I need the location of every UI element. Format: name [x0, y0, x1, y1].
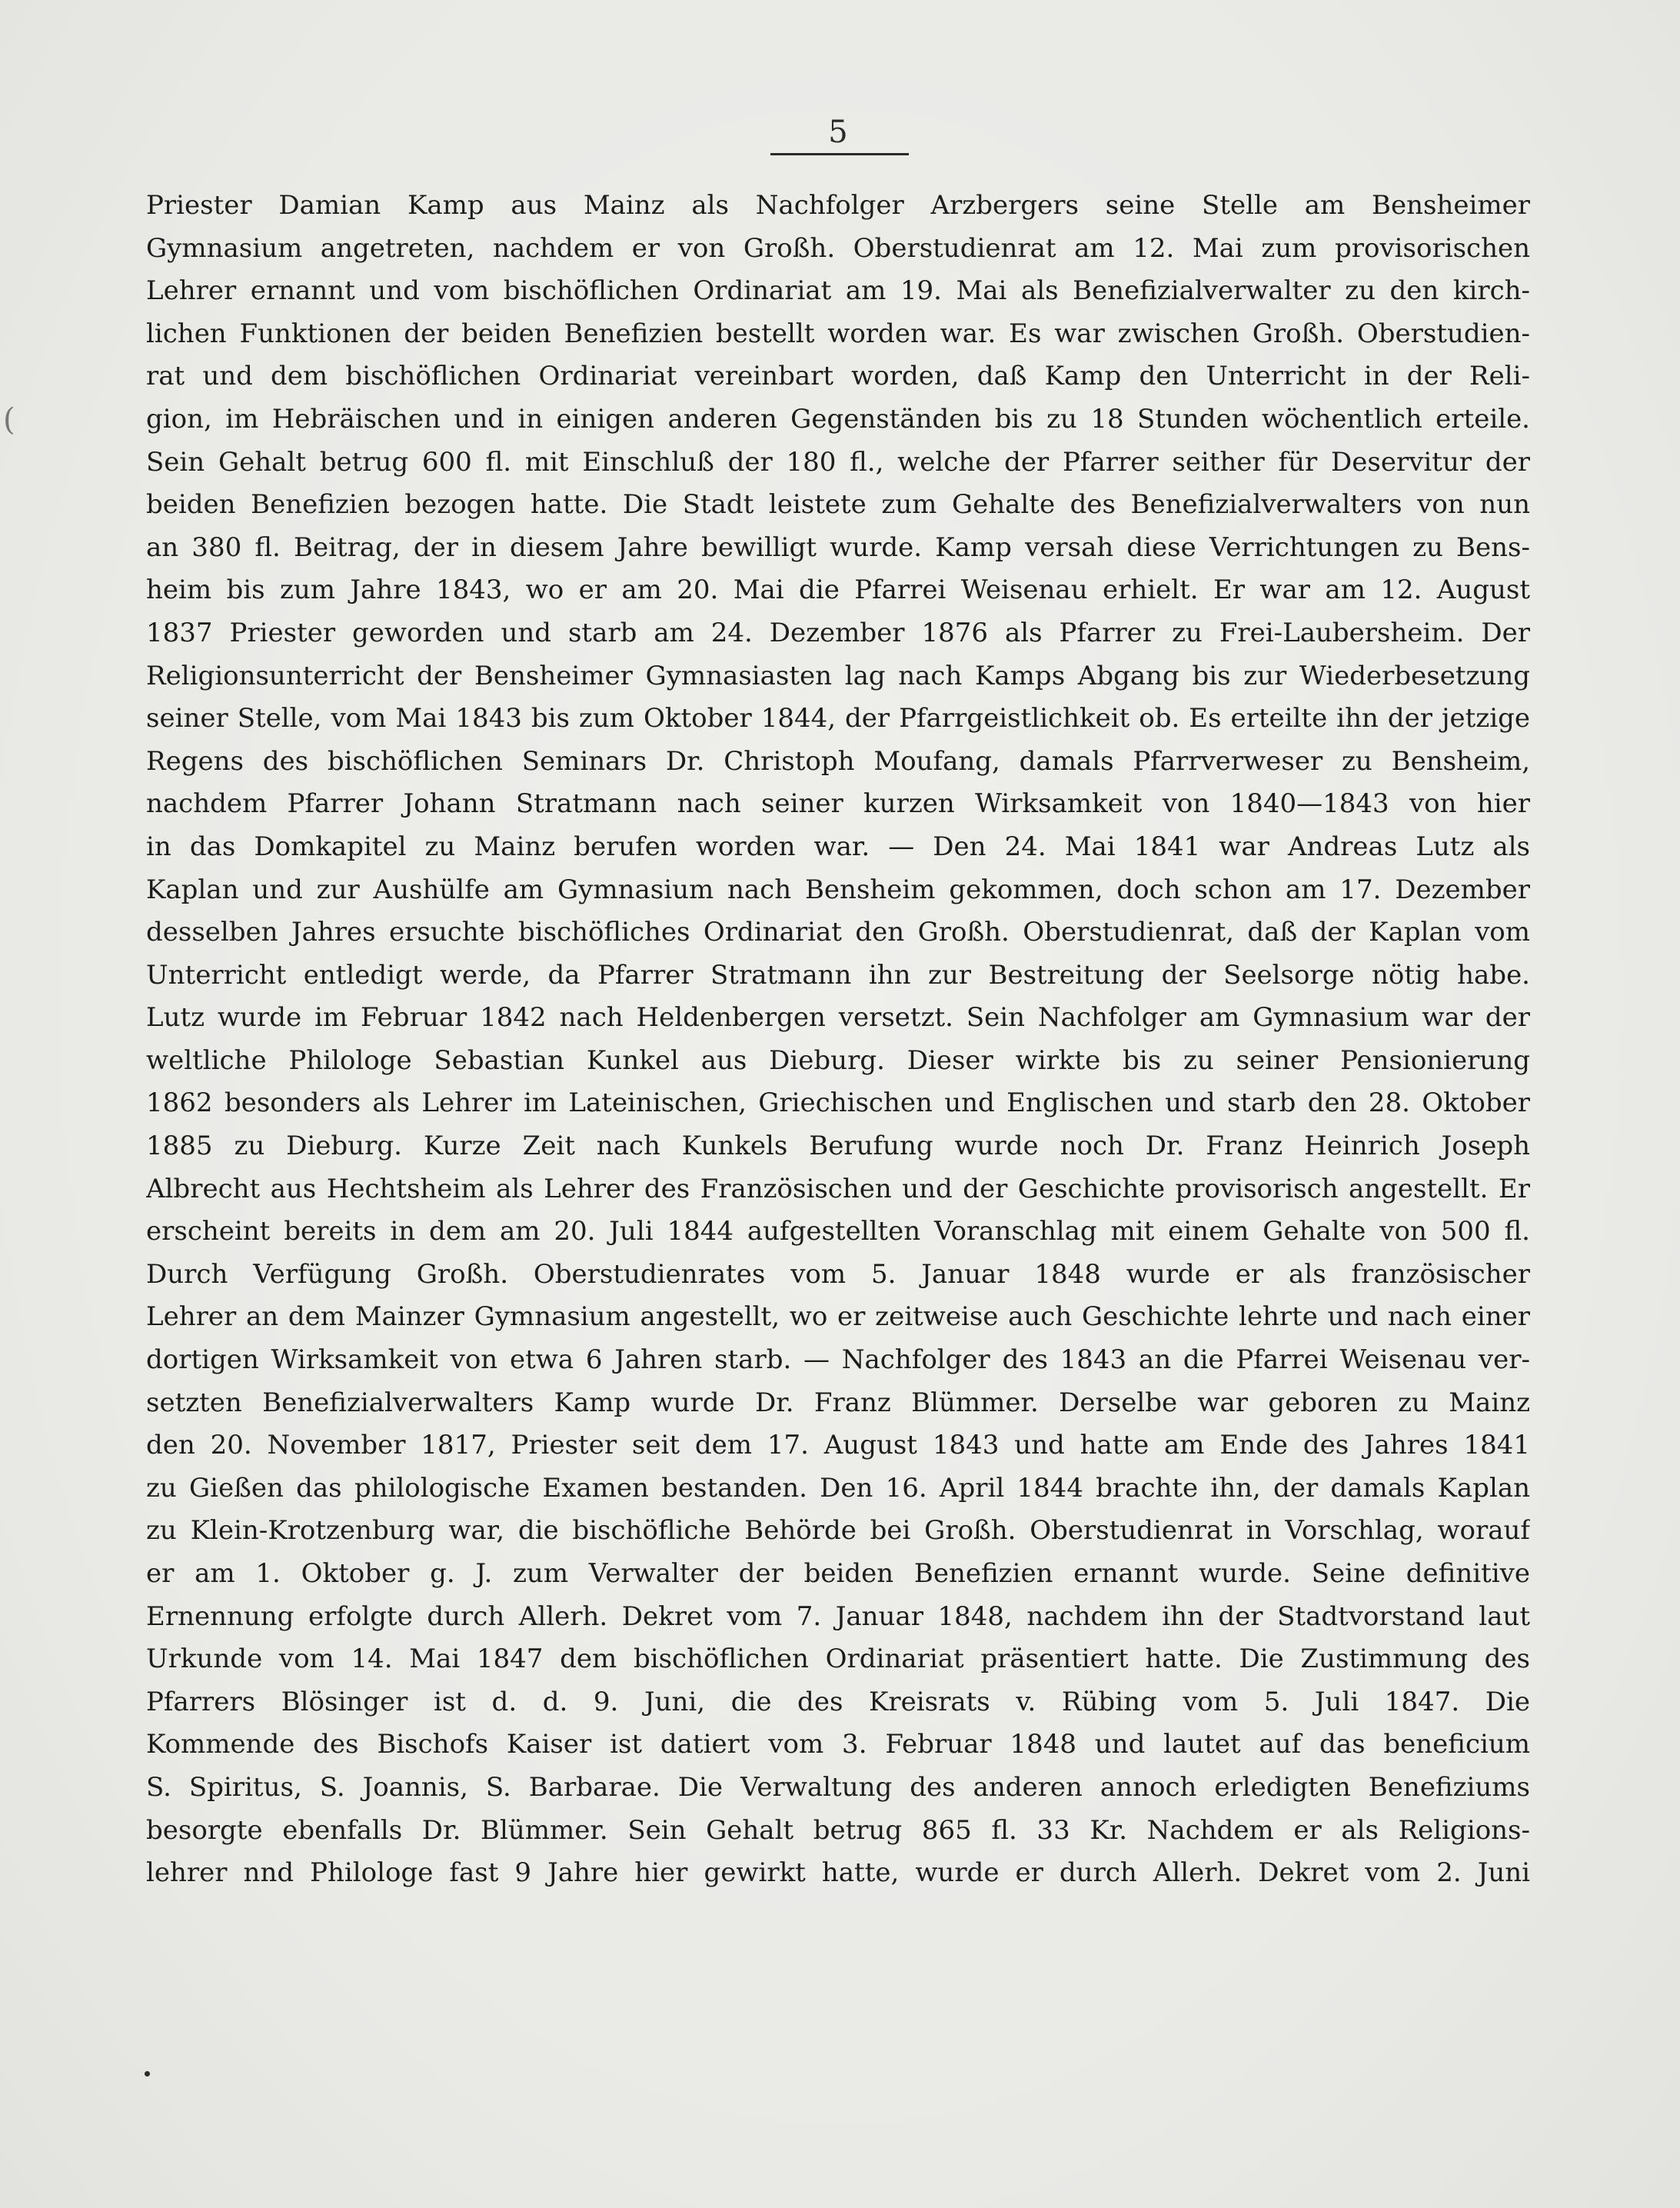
text-line: Lehrer ernannt und vom bischöflichen Ordinariat am 19. Mai als Benefizialverwalter zu den kirch-: [146, 275, 1530, 307]
text-line: den 20. November 1817, Priester seit dem 17. August 1843 und hatte am Ende des Jahres 1841: [146, 1430, 1530, 1461]
text-line: Regens des bischöflichen Seminars Dr. Christoph Moufang, damals Pfarrverweser zu Bensheim,: [146, 745, 1530, 777]
text-line: heim bis zum Jahre 1843, wo er am 20. Mai die Pfarrei Weisenau erhielt. Er war am 12. August: [146, 574, 1530, 606]
margin-mark: (: [3, 402, 15, 438]
text-line: in das Domkapitel zu Mainz berufen worden war. — Den 24. Mai 1841 war Andreas Lutz als: [146, 831, 1530, 862]
ink-dot: [145, 2071, 150, 2076]
text-line: Pfarrers Blösinger ist d. d. 9. Juni, die des Kreisrats v. Rübing vom 5. Juli 1847. Die: [146, 1686, 1530, 1717]
header-rule: [770, 153, 909, 155]
text-line: 1862 besonders als Lehrer im Lateinischen, Griechischen und Englischen und starb den 28. Oktober: [146, 1087, 1530, 1119]
text-line: nachdem Pfarrer Johann Stratmann nach seiner kurzen Wirksamkeit von 1840—1843 von hier: [146, 788, 1530, 820]
text-line: Kommende des Bischofs Kaiser ist datiert vom 3. Februar 1848 und lautet auf das beneficium: [146, 1729, 1530, 1760]
text-line: desselben Jahres ersuchte bischöfliches Ordinariat den Großh. Oberstudienrat, daß der Kaplan vom: [146, 917, 1530, 948]
text-line: 1837 Priester geworden und starb am 24. Dezember 1876 als Pfarrer zu Frei-Laubersheim. Der: [146, 617, 1530, 648]
text-line: an 380 fl. Beitrag, der in diesem Jahre bewilligt wurde. Kamp versah diese Verrichtungen zu Bens-: [146, 531, 1530, 563]
text-line: dortigen Wirksamkeit von etwa 6 Jahren starb. — Nachfolger des 1843 an die Pfarrei Weisenau ver-: [146, 1344, 1530, 1376]
text-line: Unterricht entledigt werde, da Pfarrer Stratmann ihn zur Bestreitung der Seelsorge nötig habe.: [146, 959, 1530, 991]
text-line: Lehrer an dem Mainzer Gymnasium angestellt, wo er zeitweise auch Geschichte lehrte und nach einer: [146, 1301, 1530, 1333]
text-line: erscheint bereits in dem am 20. Juli 1844 aufgestellten Voranschlag mit einem Gehalte von 500 fl.: [146, 1216, 1530, 1247]
text-line: Religionsunterricht der Bensheimer Gymnasiasten lag nach Kamps Abgang bis zur Wiederbesetzung: [146, 660, 1530, 691]
text-line: Albrecht aus Hechtsheim als Lehrer des Französischen und der Geschichte provisorisch angestellt. Er: [146, 1173, 1530, 1204]
page-number: 5: [828, 115, 848, 150]
text-line: weltliche Philologe Sebastian Kunkel aus Dieburg. Dieser wirkte bis zu seiner Pensionierung: [146, 1044, 1530, 1076]
text-line: zu Gießen das philologische Examen bestanden. Den 16. April 1844 brachte ihn, der damals Kaplan: [146, 1472, 1530, 1504]
text-line: lehrer nnd Philologe fast 9 Jahre hier gewirkt hatte, wurde er durch Allerh. Dekret vom 2. Juni: [146, 1857, 1530, 1889]
text-line: Ernennung erfolgte durch Allerh. Dekret vom 7. Januar 1848, nachdem ihn der Stadtvorstand laut: [146, 1600, 1530, 1632]
text-line: Kaplan und zur Aushülfe am Gymnasium nach Bensheim gekommen, doch schon am 17. Dezember: [146, 874, 1530, 905]
text-line: Urkunde vom 14. Mai 1847 dem bischöflichen Ordinariat präsentiert hatte. Die Zustimmung des: [146, 1644, 1530, 1675]
text-line: besorgte ebenfalls Dr. Blümmer. Sein Gehalt betrug 865 fl. 33 Kr. Nachdem er als Religions-: [146, 1814, 1530, 1846]
text-line: rat und dem bischöflichen Ordinariat vereinbart worden, daß Kamp den Unterricht in der Reli-: [146, 361, 1530, 392]
text-line: Priester Damian Kamp aus Mainz als Nachfolger Arzbergers seine Stelle am Bensheimer: [146, 190, 1530, 221]
text-line: 1885 zu Dieburg. Kurze Zeit nach Kunkels Berufung wurde noch Dr. Franz Heinrich Joseph: [146, 1131, 1530, 1162]
text-line: Sein Gehalt betrug 600 fl. mit Einschluß der 180 fl., welche der Pfarrer seither für Deservitur der: [146, 446, 1530, 478]
text-line: Durch Verfügung Großh. Oberstudienrates vom 5. Januar 1848 wurde er als französischer: [146, 1258, 1530, 1290]
text-line: Gymnasium angetreten, nachdem er von Großh. Oberstudienrat am 12. Mai zum provisorischen: [146, 232, 1530, 264]
text-line: Lutz wurde im Februar 1842 nach Heldenbergen versetzt. Sein Nachfolger am Gymnasium war der: [146, 1002, 1530, 1034]
body-text: [146, 185, 1530, 1930]
text-line: setzten Benefizialverwalters Kamp wurde Dr. Franz Blümmer. Derselbe war geboren zu Mainz: [146, 1387, 1530, 1418]
text-line: er am 1. Oktober g. J. zum Verwalter der beiden Benefizien ernannt wurde. Seine definitive: [146, 1558, 1530, 1589]
text-line: S. Spiritus, S. Joannis, S. Barbarae. Die Verwaltung des anderen annoch erledigten Benefiziums: [146, 1771, 1530, 1803]
text-line: gion, im Hebräischen und in einigen anderen Gegenständen bis zu 18 Stunden wöchentlich erteile.: [146, 403, 1530, 435]
text-line: seiner Stelle, vom Mai 1843 bis zum Oktober 1844, der Pfarrgeistlichkeit ob. Es erteilte ihn der jetzige: [146, 703, 1530, 734]
text-line: beiden Benefizien bezogen hatte. Die Stadt leistete zum Gehalte des Benefizialverwalters von nun: [146, 489, 1530, 521]
text-line: lichen Funktionen der beiden Benefizien bestellt worden war. Es war zwischen Großh. Oberstudien-: [146, 318, 1530, 349]
text-line: zu Klein-Krotzenburg war, die bischöfliche Behörde bei Großh. Oberstudienrat in Vorschlag, worauf: [146, 1515, 1530, 1547]
